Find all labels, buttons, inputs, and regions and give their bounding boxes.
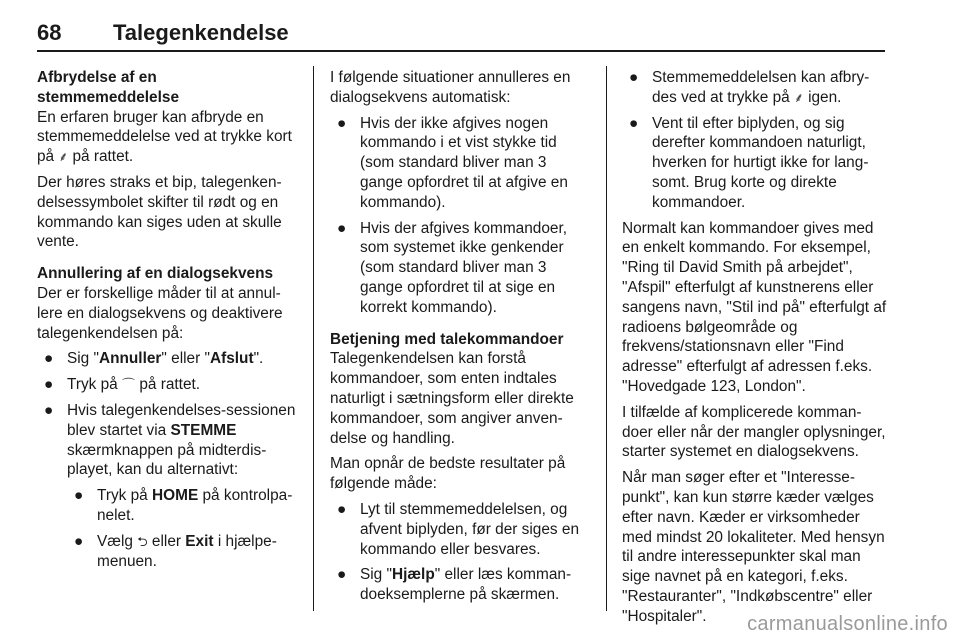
bullet: ● — [629, 69, 639, 86]
column-3 — [622, 68, 887, 633]
paragraph: Man opnår de bedste resultater på følgende måde: — [330, 455, 566, 493]
list-item: ● Stemmemeddelelsen kan afbrydes ved at trykke på ⸙ igen. — [629, 69, 870, 106]
section-heading: Annullering af en dialogsekvens — [37, 265, 274, 283]
steering-voice-icon: ⸙ — [794, 89, 804, 105]
column-2 — [330, 68, 592, 611]
chapter-title: Talegenkendelse — [113, 20, 289, 45]
bullet: ● — [44, 376, 54, 394]
bullet: ● — [337, 114, 347, 132]
list-item: ● Sig "Annuller" eller "Afslut". — [44, 350, 264, 368]
paragraph: Der høres straks et bip, talegenkendelsessymbolet skifter til rødt og en kommando kan siges uden at skulle vente. — [37, 173, 282, 251]
bullet: ● — [44, 350, 54, 368]
paragraph: I tilfælde af komplicerede kommandoer eller når der mangler oplysninger, starter systemet en dialogsekvens. — [622, 403, 886, 461]
list-item: ● Tryk på HOME på kontrolpanelet. — [74, 487, 293, 524]
paragraph: En erfaren bruger kan afbryde en stemmemeddelelse ved at trykke kort på ⸙ på rattet. — [37, 108, 292, 166]
page-number: 68 — [37, 20, 62, 45]
back-arrow-icon: ⮌ — [137, 533, 148, 549]
list-item: ● Sig "Hjælp" eller læs kommandoeksemplerne på skærmen. — [337, 566, 572, 604]
list-item: ● Vent til efter biplyden, og sig derefter kommandoen naturligt, hverken for hurtigt ikke for langsomt. Brug korte og direkte kommandoer. — [629, 114, 869, 211]
paragraph: I følgende situationer annulleres en dialogsekvens automatisk: — [330, 69, 571, 106]
bullet: ● — [629, 114, 639, 132]
bullet: ● — [337, 500, 347, 518]
bullet: ● — [44, 401, 54, 419]
paragraph: Der er forskellige måder til at annullere en dialogsekvens og deaktivere talegenkendelsen på: — [37, 284, 283, 342]
bullet: ● — [337, 219, 347, 237]
section-heading: Afbrydelse af en stemmemeddelelse — [37, 69, 180, 106]
bullet: ● — [74, 487, 84, 505]
phone-hangup-icon: ⌒ — [122, 377, 136, 393]
page-header — [37, 20, 885, 54]
section-heading: Betjening med talekommandoer — [330, 330, 564, 348]
paragraph: Normalt kan kommandoer gives med en enkelt kommando. For eksempel, "Ring til David Smith på arbejdet", "Afspil" efterfulgt af kunstnerens eller sangens navn, "Stil ind på" efterfulgt af radioens bølgeområde og frekvens/stationsnavn eller "Find adresse" efterfulgt af adressen f.eks. "Hovedgade 123, London". — [622, 219, 887, 395]
list-item: ● Vælg ⮌ eller Exit i hjælpemenuen. — [74, 532, 277, 570]
list-item: ● Hvis talegenkendelses-sessionen blev startet via STEMME skærmknappen på midterdisplayet, kan du alternativt: — [44, 401, 296, 479]
bullet: ● — [337, 566, 347, 584]
column-divider — [606, 66, 607, 611]
bullet: ● — [74, 532, 84, 550]
list-item: ● Hvis der ikke afgives nogen kommando i et vist stykke tid (som standard bliver man 3 gange opfordret til at afgive en kommando). — [337, 114, 568, 211]
list-item: ● Hvis der afgives kommandoer, som systemet ikke genkender (som standard bliver man 3 gange opfordret til at sige en korrekt kommando). — [337, 219, 568, 316]
paragraph: Talegenkendelsen kan forstå kommandoer, som enten indtales naturligt i sætningsform eller direkte kommandoer, som angiver anvendelse og handling. — [330, 350, 574, 447]
paragraph: Når man søger efter et "Interessepunkt", kan kun større kæder vælges efter navn. Kæder er virksomheder med mindst 20 lokaliteter. Med hensyn til andre interessepunkter skal man sige navnet på en kategori, f.eks. "Restauranter", "Indkøbscentre" eller "Hospitaler". — [622, 469, 885, 625]
column-1 — [37, 68, 299, 577]
list-item: ● Lyt til stemmemeddelelsen, og afvent biplyden, før der siges en kommando eller besvares. — [337, 500, 580, 558]
watermark: carmanualsonline.info — [747, 613, 948, 635]
list-item: ● Tryk på ⌒ på rattet. — [44, 376, 201, 394]
steering-voice-icon: ⸙ — [58, 149, 69, 165]
header-rule — [37, 50, 885, 52]
column-divider — [313, 66, 314, 611]
